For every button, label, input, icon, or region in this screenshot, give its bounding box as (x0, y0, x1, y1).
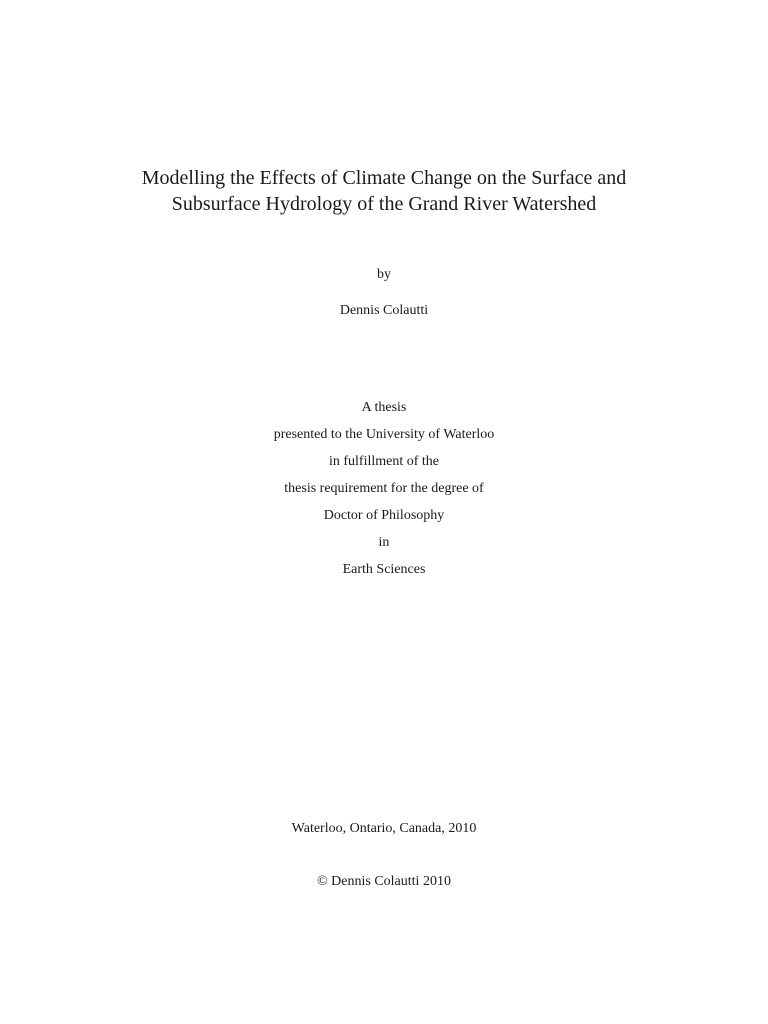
degree-name: Doctor of Philosophy (323, 508, 445, 523)
place-and-date: Waterloo, Ontario, Canada, 2010 (291, 821, 477, 836)
thesis-title-line-1: Modelling the Effects of Climate Change on the Surface and (141, 167, 627, 189)
thesis-statement-line: thesis requirement for the degree of (284, 481, 484, 496)
discipline-name: Earth Sciences (342, 562, 426, 577)
thesis-statement-line: in fulfillment of the (328, 454, 440, 469)
copyright-notice: © Dennis Colautti 2010 (317, 874, 451, 889)
thesis-statement-line: A thesis (361, 400, 407, 415)
thesis-statement-line: presented to the University of Waterloo (273, 427, 495, 442)
thesis-statement-line: in (378, 535, 390, 550)
byline-by: by (377, 267, 391, 282)
thesis-title-line-2: Subsurface Hydrology of the Grand River Watershed (171, 193, 597, 215)
author-name: Dennis Colautti (339, 303, 429, 318)
